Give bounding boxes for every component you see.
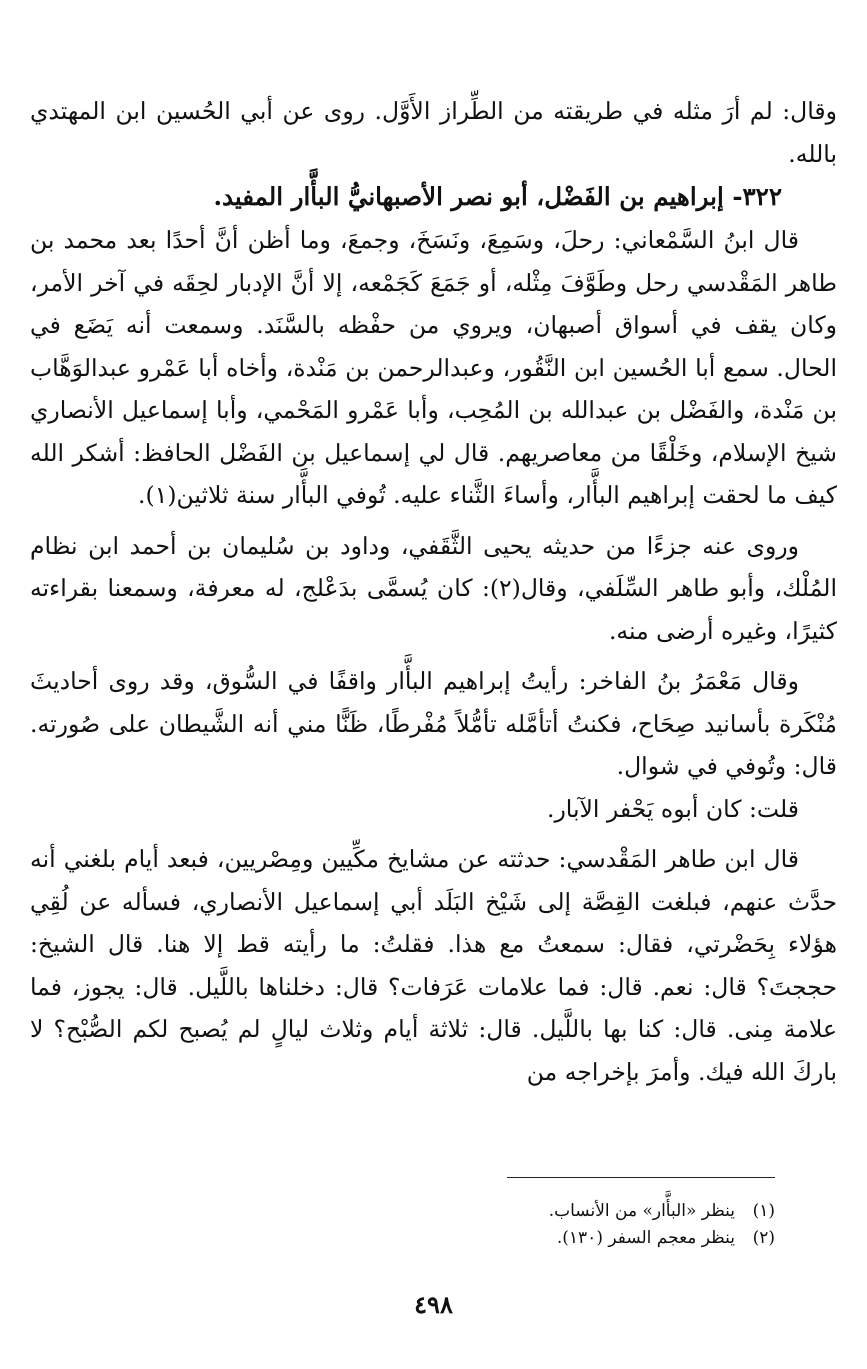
paragraph: وقال مَعْمَرُ بنُ الفاخر: رأيتُ إبراهيم البأَّار واقفًا في السُّوق، وقد روى أحاديثَ مُنْكَرة بأسانيد صِحَاح، فكنتُ أتأمَّله تأمُّلاً مُفْرطًا، ظَنًّا مني أنه الشَّيطان على صُورته. قال: وتُوفي في شوال. — [30, 667, 837, 780]
footnote-divider — [507, 1177, 775, 1178]
footnote-text: ينظر معجم السفر (١٣٠). — [556, 1228, 735, 1248]
paragraph: قال ابنُ السَّمْعاني: رحلَ، وسَمِعَ، ونَسَخَ، وجمعَ، وما أظن أنَّ أحدًا بعد محمد بن طاهر المَقْدسي رحل وطَوَّفَ مِثْله، أو جَمَعَ كَجَمْعه، إلا أنَّ الإدبار لحِقَه في آخر الأمر، وكان يقف في أسواق أصبهان، ويروي من حفْظه بالسَّنَد. وسمعت أنه يَضَع في الحال. سمع أبا الحُسين ابن النَّقُور، وعبدالرحمن بن مَنْدة، وأخاه أبا عَمْرو عبدالوَهَّاب بن مَنْدة، والفَضْل بن عبدالله بن المُحِب، وأبا عَمْرو المَحْمي، وأبا إسماعيل الأنصاري شيخ الإسلام، وخَلْقًا من معاصريهم. قال لي إسماعيل بن الفَضْل الحافظ: أشكر الله كيف ما لحقت إبراهيم البأَّار، وأساءَ الثَّناء عليه. تُوفي البأَّار سنة ثلاثين(١). — [30, 226, 837, 509]
footnote-number: (٢) — [752, 1228, 775, 1248]
entry-heading-322: ٣٢٢- إبراهيم بن الفَضْل، أبو نصر الأصبهانيُّ البأَّار المفيد. — [213, 182, 782, 211]
footnote — [275, 1198, 775, 1225]
footnotes — [275, 1198, 775, 1252]
main-text — [30, 90, 837, 1093]
paragraph: قال ابن طاهر المَقْدسي: حدثته عن مشايخ مكِّيين ومِصْريين، فبعد أيام بلغني أنه حدَّث عنهم، فبلغت القِصَّة إلى شَيْخ البَلَد أبي إسماعيل الأنصاري، فسأله عن لُقِي هؤلاء بِحَضْرتي، فقال: سمعتُ مع هذا. فقلتُ: ما رأيته قط إلا هنا. قال الشيخ: حججتَ؟ قال: نعم. قال: فما علامات عَرَفات؟ قال: دخلناها باللَّيل. قال: يجوز، فما علامة مِنى. قال: كنا بها باللَّيل. قال: ثلاثة أيام وثلاث ليالٍ لم يُصبح لكم الصُّبْح؟ لا باركَ الله فيك. وأمرَ بإخراجه من — [30, 845, 837, 1086]
footnote-number: (١) — [752, 1201, 775, 1221]
footnote-text: ينظر «البأَّار» من الأنساب. — [548, 1201, 735, 1221]
paragraph: وروى عنه جزءًا من حديثه يحيى الثَّقَفي، وداود بن سُليمان بن أحمد ابن نظام المُلْك، وأبو طاهر السِّلَفي، وقال(٢): كان يُسمَّى بدَعْلج، له معرفة، وسمعنا بقراءته كثيرًا، وغيره أرضى منه. — [30, 531, 837, 645]
paragraph: قلت: كان أبوه يَحْفر الآبار. — [546, 794, 799, 823]
page-number: ٤٩٨ — [414, 1290, 453, 1319]
footnote — [275, 1225, 775, 1252]
paragraph: وقال: لم أرَ مثله في طريقته من الطِّراز الأَوَّل. روى عن أبي الحُسين ابن المهتدي بالله. — [30, 97, 837, 168]
